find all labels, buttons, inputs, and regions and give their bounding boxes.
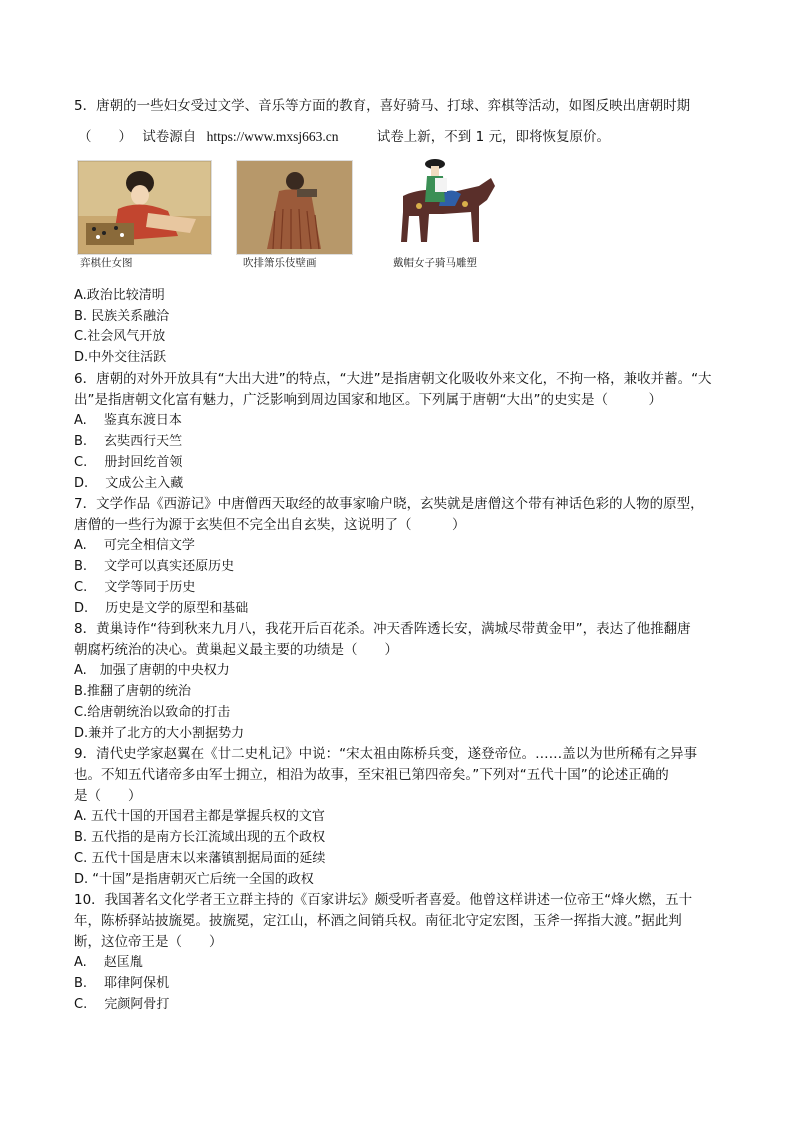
q8-stem-line1: 8．黄巢诗作“待到秋来九月八，我花开后百花杀。冲天香阵透长安，满城尽带黄金甲”，表达了他推翻唐	[74, 621, 691, 637]
q6-stem-line2: 出”是指唐朝文化富有魅力，广泛影响到周边国家和地区。下列属于唐朝“大出”的史实是（ ）	[74, 392, 662, 408]
q6-option-c[interactable]: C. 册封回纥首领	[74, 455, 183, 470]
q9-option-b[interactable]: B. 五代指的是南方长江流域出现的五个政权	[74, 830, 326, 845]
q5-image-mural	[236, 160, 353, 255]
painting-woman-playing-go-icon	[78, 161, 211, 254]
q10-stem-line3: 断，这位帝王是（ ）	[74, 934, 223, 950]
q5-source-note: 试卷上新，不到 1 元，即将恢复原价。	[376, 129, 610, 145]
q9-option-c[interactable]: C. 五代十国是唐末以来藩镇割据局面的延续	[74, 851, 326, 866]
q7-option-b[interactable]: B. 文学可以真实还原历史	[74, 559, 235, 574]
q10-stem-line2: 年，陈桥驿站披旒冕。披旒冕，定江山，杯酒之间销兵权。南征北守定宏图，玉斧一挥指大渡。”据此判	[74, 913, 682, 929]
q5-source-url[interactable]: https://www.mxsj663.cn	[206, 129, 339, 144]
q7-stem-line2: 唐僧的一些行为源于玄奘但不完全出自玄奘，这说明了（ ）	[74, 517, 466, 533]
q5-option-d[interactable]: D.中外交往活跃	[74, 350, 167, 365]
q8-option-d[interactable]: D.兼并了北方的大小割据势力	[74, 726, 245, 741]
q7-option-a[interactable]: A. 可完全相信文学	[74, 538, 195, 553]
q6-option-a[interactable]: A. 鉴真东渡日本	[74, 413, 182, 428]
q9-option-d[interactable]: D. “十国”是指唐朝灭亡后统一全国的政权	[74, 872, 314, 887]
q5-caption-2: 吹排箫乐伎壁画	[243, 257, 317, 269]
q8-option-a[interactable]: A. 加强了唐朝的中央权力	[74, 663, 230, 678]
q5-caption-1: 弈棋仕女图	[80, 257, 133, 269]
q10-option-b[interactable]: B. 耶律阿保机	[74, 976, 170, 991]
q5-answer-paren: （ ）	[78, 129, 132, 145]
q5-stem-line1: 5．唐朝的一些妇女受过文学、音乐等方面的教育，喜好骑马、打球、弈棋等活动，如图反映出唐朝时期	[74, 98, 691, 114]
q9-stem-line1: 9．清代史学家赵翼在《廿二史札记》中说：“宋太祖由陈桥兵变，遂登帝位。……盖以为世所稀有之异事	[74, 746, 698, 762]
q7-option-c[interactable]: C. 文学等同于历史	[74, 580, 196, 595]
q7-stem-line1: 7．文学作品《西游记》中唐僧西天取经的故事家喻户晓，玄奘就是唐僧这个带有神话色彩的人物的原型，	[74, 496, 704, 512]
q6-option-d[interactable]: D. 文成公主入藏	[74, 476, 184, 491]
q8-stem-line2: 朝腐朽统治的决心。黄巢起义最主要的功绩是（ ）	[74, 642, 398, 658]
q6-stem-line1: 6．唐朝的对外开放具有“大出大进”的特点，“大进”是指唐朝文化吸收外来文化，不拘一格，兼收并蓄。“大	[74, 371, 712, 387]
q5-caption-3: 戴帽女子骑马雕塑	[393, 257, 477, 269]
q9-stem-line2: 也。不知五代诸帝多由军士拥立，相沿为故事，至宋祖已第四帝矣。”下列对“五代十国”的论述正确的	[74, 767, 669, 783]
q7-option-d[interactable]: D. 历史是文学的原型和基础	[74, 601, 249, 616]
q10-option-a[interactable]: A. 赵匡胤	[74, 955, 143, 970]
q9-stem-line3: 是（ ）	[74, 788, 142, 804]
q5-stem-line2	[78, 127, 610, 147]
q8-option-c[interactable]: C.给唐朝统治以致命的打击	[74, 705, 231, 720]
mural-musician-panpipes-icon	[237, 161, 352, 254]
q10-stem-line1: 10．我国著名文化学者王立群主持的《百家讲坛》颇受听者喜爱。他曾这样讲述一位帝王“烽火燃，五十	[74, 892, 693, 908]
q5-image-horse-sculpture	[383, 156, 503, 253]
q8-option-b[interactable]: B.推翻了唐朝的统治	[74, 684, 192, 699]
sculpture-woman-on-horse-icon	[383, 156, 503, 253]
q6-option-b[interactable]: B. 玄奘西行天竺	[74, 434, 183, 449]
q5-option-c[interactable]: C.社会风气开放	[74, 329, 166, 344]
q5-option-a[interactable]: A.政治比较清明	[74, 288, 165, 303]
q5-option-b[interactable]: B. 民族关系融洽	[74, 309, 170, 324]
q5-image-go-painting	[77, 160, 212, 255]
q9-option-a[interactable]: A. 五代十国的开国君主都是掌握兵权的文官	[74, 809, 325, 824]
q10-option-c[interactable]: C. 完颜阿骨打	[74, 997, 170, 1012]
q5-source-label: 试卷源自	[142, 129, 197, 145]
